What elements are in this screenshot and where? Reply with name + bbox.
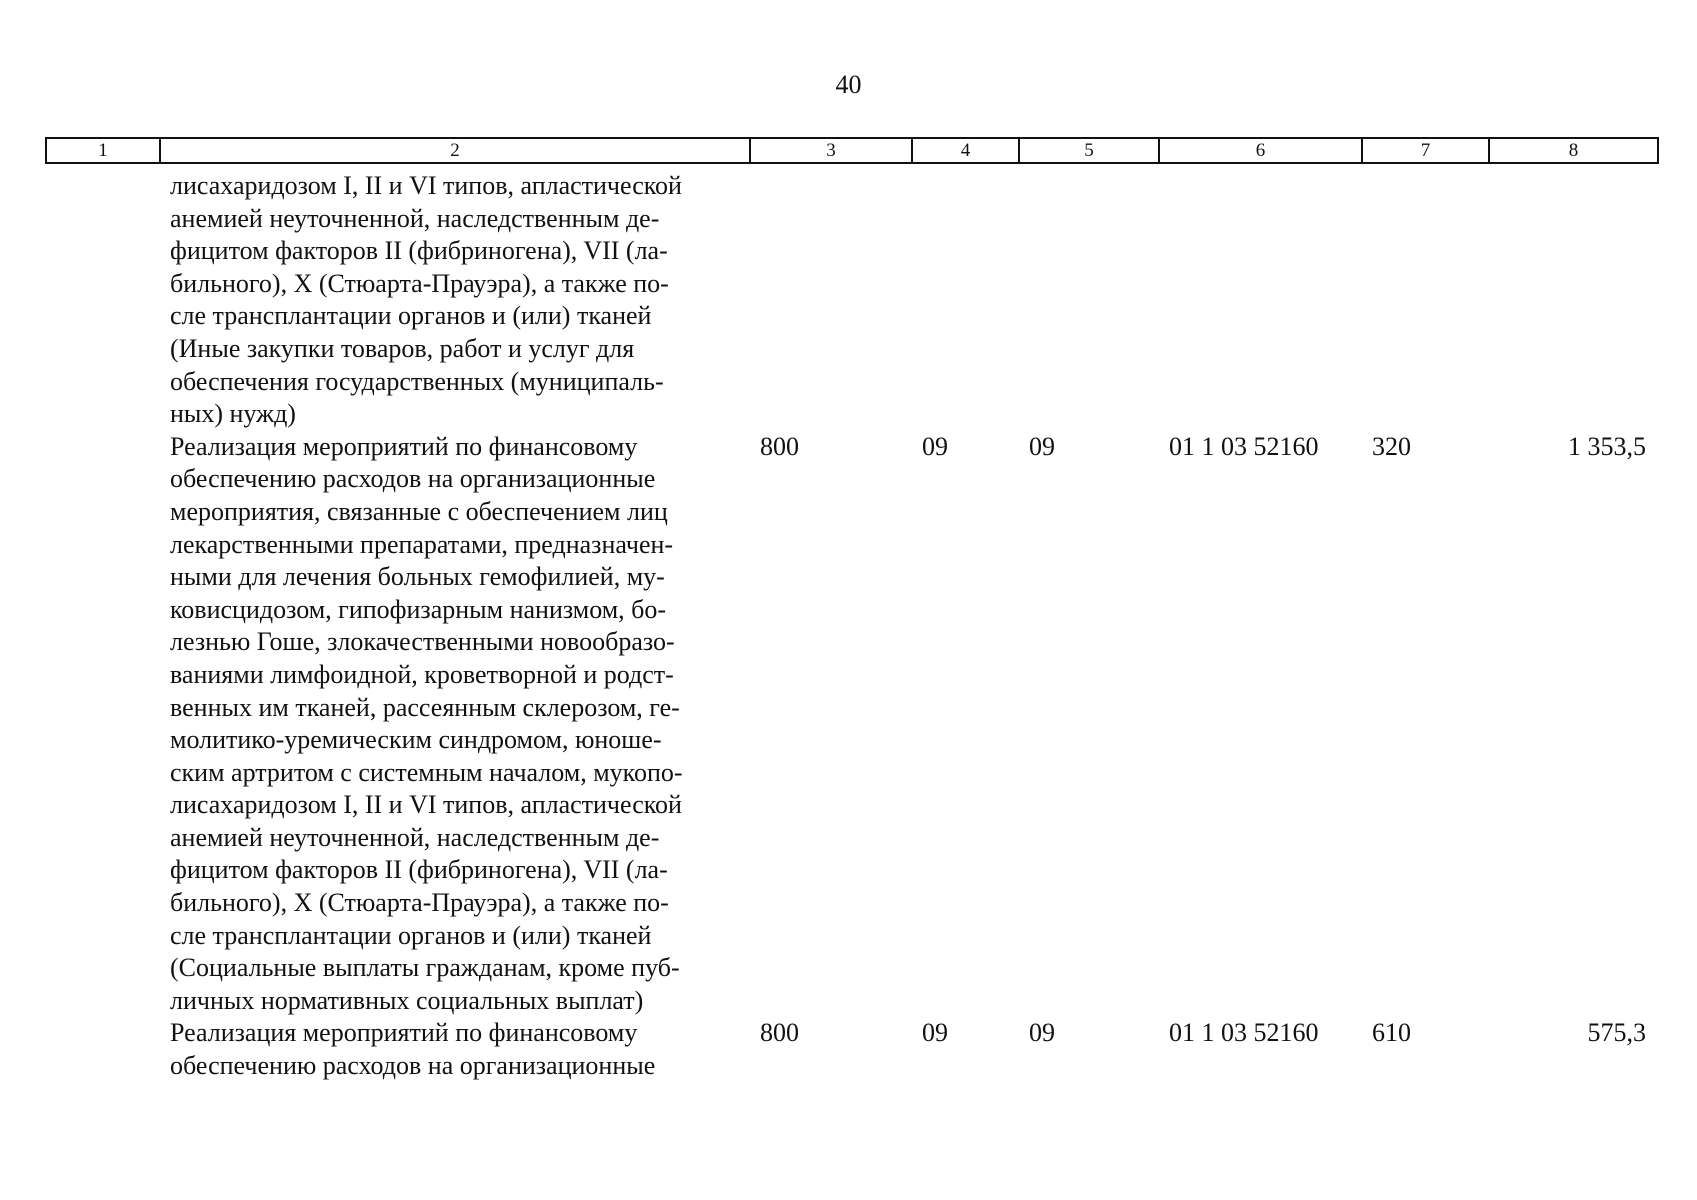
table-body [45,170,1657,1083]
column-header-8: 8 [1489,138,1658,163]
name-line: ных) нужд) [170,399,296,429]
name-line: лекарственными препаратами, предназначен- [170,529,674,559]
cell-expense-type: 610 [1372,1018,1411,1048]
column-header-2: 2 [160,138,750,163]
name-line: мероприятия, связанные с обеспечением лиц [170,496,668,526]
name-line: лисахаридозом I, II и VI типов, апластической [170,790,682,820]
cell-expense-type: 320 [1372,431,1411,461]
name-line: фицитом факторов II (фибриногена), VII (ла- [170,855,668,885]
cell-name [159,431,749,1018]
name-line: сле трансплантации органов и (или) тканей [170,920,652,950]
name-line: обеспечению расходов на организационные [170,464,656,494]
name-line: лисахаридозом I, II и VI типов, апластической [170,171,682,200]
column-header-6: 6 [1159,138,1362,163]
cell-amount: 575,3 [1587,1018,1646,1048]
name-line: бильного), X (Стюарта-Прауэра), а также по- [170,268,669,298]
cell-target-article: 01 1 03 52160 [1169,1018,1319,1048]
table-row [45,431,1657,1018]
name-line: Реализация мероприятий по финансовому [170,431,638,461]
name-line: венных им тканей, рассеянным склерозом, ге- [170,692,680,722]
name-line: анемией неуточненной, наследственным де- [170,203,660,233]
name-line: (Иные закупки товаров, работ и услуг для [170,333,635,363]
column-header-4: 4 [912,138,1019,163]
cell-name [159,1017,749,1082]
page-number: 40 [835,70,862,99]
name-line: лезнью Гоше, злокачественными новообразо- [170,627,675,657]
name-line: (Социальные выплаты гражданам, кроме пуб- [170,953,680,983]
column-header-row [46,138,1658,163]
name-line: ским артритом с системным началом, мукопо- [170,757,683,787]
cell-name [159,170,749,431]
name-line: сле трансплантации органов и (или) тканей [170,301,652,331]
cell-ministry-code: 800 [760,1018,799,1048]
name-line: ными для лечения больных гемофилией, му- [170,562,665,592]
cell-section: 09 [922,1018,948,1048]
column-header-table [45,137,1659,164]
table-row [45,170,1657,431]
cell-subsection: 09 [1029,431,1055,461]
name-line: анемией неуточненной, наследственным де- [170,822,660,852]
name-line: обеспечению расходов на организационные [170,1051,656,1081]
column-header-7: 7 [1362,138,1489,163]
table-row [45,1017,1657,1082]
name-line: бильного), X (Стюарта-Прауэра), а также по- [170,888,669,918]
cell-subsection: 09 [1029,1018,1055,1048]
column-header-5: 5 [1019,138,1159,163]
name-line: личных нормативных социальных выплат) [170,985,644,1015]
column-header-1: 1 [46,138,160,163]
name-line: ковисцидозом, гипофизарным нанизмом, бо- [170,594,667,624]
name-line: молитико-уремическим синдромом, юноше- [170,725,662,755]
cell-section: 09 [922,431,948,461]
name-line: Реализация мероприятий по финансовому [170,1018,638,1048]
name-line: ваниями лимфоидной, кроветворной и родст- [170,659,674,689]
cell-target-article: 01 1 03 52160 [1169,431,1319,461]
cell-ministry-code: 800 [760,431,799,461]
column-header-3: 3 [750,138,912,163]
cell-amount: 1 353,5 [1568,431,1646,461]
name-line: фицитом факторов II (фибриногена), VII (ла- [170,236,668,266]
name-line: обеспечения государственных (муниципаль- [170,366,664,396]
